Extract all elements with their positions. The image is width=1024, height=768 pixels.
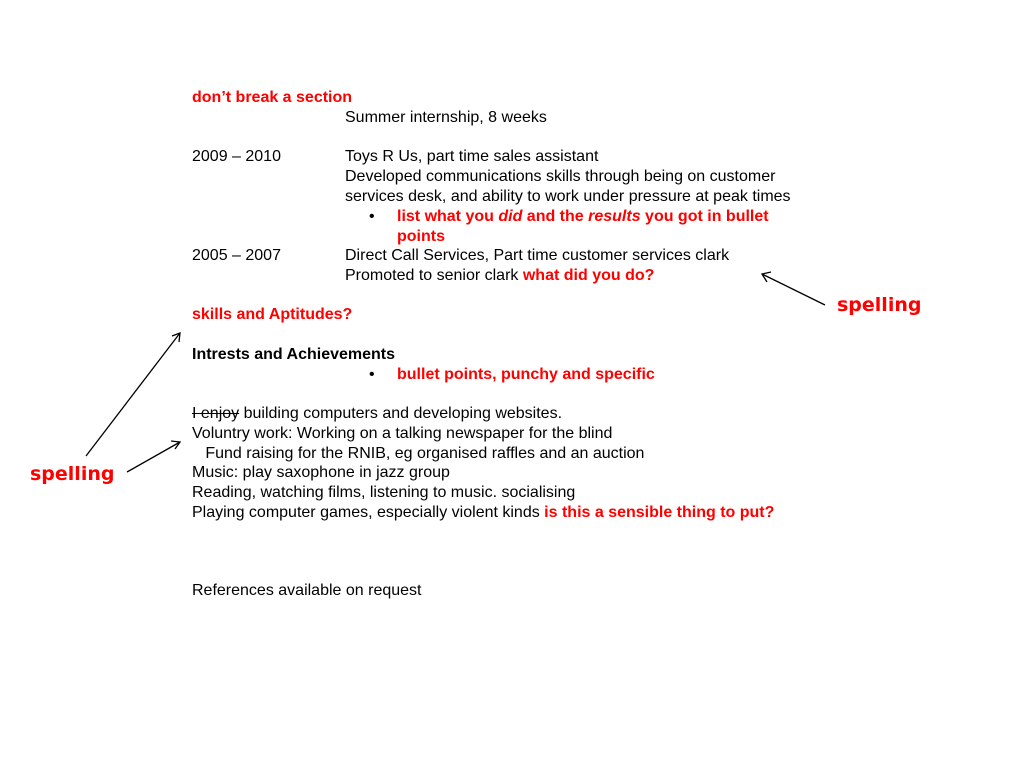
interests-line-1-rest: building computers and developing websites. [239,405,563,422]
bullet-comment-part3: you got in bullet [640,208,769,225]
job2-desc-text: Promoted to senior clark [345,267,523,284]
section-comment: don’t break a section [192,89,353,106]
bullet-points-comment: bullet points, punchy and specific [397,366,655,383]
job1-title: Toys R Us, part time sales assistant [345,148,599,165]
bullet-comment-line2: points [397,228,445,245]
sensible-comment: is this a sensible thing to put? [544,504,775,521]
bullet-comment-part2: and the [522,208,589,225]
job2-dates: 2005 – 2007 [192,247,281,264]
bullet-comment-did: did [498,208,523,225]
arrow-head-right [762,272,771,282]
interests-line-4: Music: play saxophone in jazz group [192,464,450,481]
arrow-left-to-voluntry [127,442,180,472]
interests-line-2: Voluntry work: Working on a talking newspaper for the blind [192,425,613,442]
internship-line: Summer internship, 8 weeks [345,109,547,126]
job1-description-2: services desk, and ability to work under pressure at peak times [345,188,791,205]
struck-text: I enjoy [192,405,240,422]
spelling-comment-left: spelling [30,463,115,485]
skills-comment: skills and Aptitudes? [192,306,353,323]
interests-line-6-text: Playing computer games, especially violent kinds [192,504,545,521]
bullet-comment-part1: list what you [397,208,499,225]
job2-title: Direct Call Services, Part time customer services clark [345,247,730,264]
job1-dates: 2009 – 2010 [192,148,281,165]
job1-description-1: Developed communications skills through being on customer [345,168,776,185]
references-line: References available on request [192,582,422,599]
spelling-comment-right: spelling [837,294,922,316]
what-did-you-do-comment: what did you do? [522,267,655,284]
interests-heading: Intrests and Achievements [192,346,396,363]
bullet-icon-2: • [369,366,375,383]
interests-line-5: Reading, watching films, listening to music. socialising [192,484,576,501]
interests-line-3: Fund raising for the RNIB, eg organised raffles and an auction [192,445,645,462]
arrow-right-to-clark [762,274,825,305]
bullet-comment-results: results [588,208,641,225]
bullet-icon: • [369,208,375,225]
arrow-left-to-intrests [86,333,180,456]
